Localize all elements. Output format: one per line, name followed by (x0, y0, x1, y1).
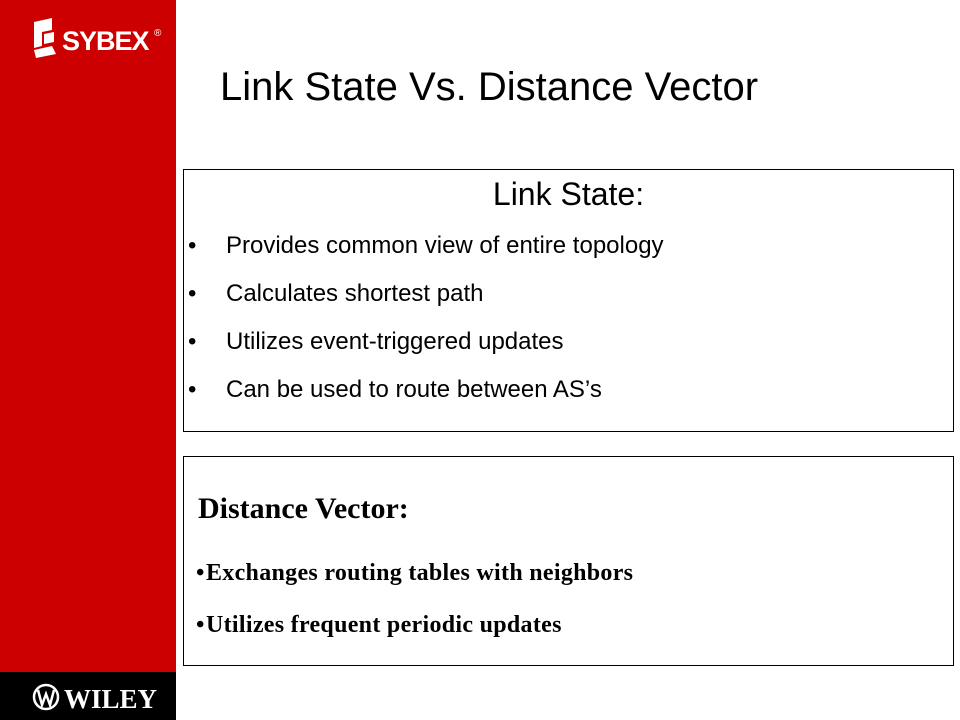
sybex-cube-icon (34, 18, 56, 58)
list-item (184, 599, 633, 651)
link-state-list (184, 222, 664, 414)
list-item (184, 222, 664, 270)
bullet-dot: • (188, 280, 197, 307)
list-item-text: Utilizes event-triggered updates (226, 328, 564, 355)
bullet-dot: • (188, 328, 197, 355)
list-item (184, 318, 664, 366)
wiley-logo (32, 680, 162, 714)
wiley-crest-icon (34, 685, 58, 709)
list-item-text: Provides common view of entire topology (226, 232, 664, 259)
slide-title: Link State Vs. Distance Vector (220, 65, 759, 109)
distance-vector-list (184, 547, 633, 651)
wiley-logo-text: WILEY (64, 684, 158, 714)
list-item-text: Calculates shortest path (226, 280, 484, 307)
distance-vector-heading: Distance Vector: (198, 492, 409, 525)
bullet-dot: • (188, 232, 197, 259)
link-state-box (183, 169, 954, 432)
sidebar-panel (0, 0, 176, 720)
bullet-dot: • (196, 612, 205, 638)
list-item (184, 547, 633, 599)
list-item-text: Can be used to route between AS’s (226, 376, 602, 403)
list-item (184, 270, 664, 318)
sybex-logo (30, 16, 170, 60)
list-item-text: Utilizes frequent periodic updates (206, 612, 562, 638)
distance-vector-box (183, 456, 954, 666)
registered-mark: ® (154, 28, 162, 39)
bullet-dot: • (188, 376, 197, 403)
list-item (184, 366, 664, 414)
list-item-text: Exchanges routing tables with neighbors (206, 560, 634, 586)
link-state-heading: Link State: (492, 176, 645, 212)
sybex-logo-text: SYBEX (62, 26, 149, 56)
bullet-dot: • (196, 560, 205, 586)
